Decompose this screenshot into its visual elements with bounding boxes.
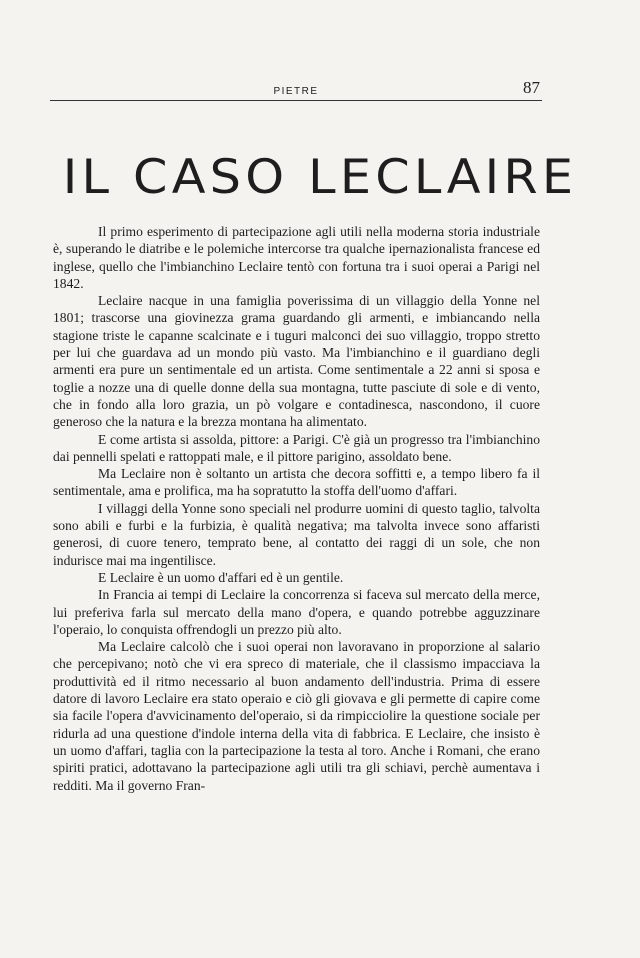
paragraph: In Francia ai tempi di Leclaire la concorrenza si faceva sul mercato della merce, lui preferiva farla sul mercato della mano d'opera, e quando potrebbe agguzzinare l'operaio, lo conquista offrendogli un prezzo più alto. [53,587,540,637]
running-title: PIETRE [273,86,319,97]
paragraph: E Leclaire è un uomo d'affari ed è un gentile. [98,569,344,585]
paragraph: Ma Leclaire calcolò che i suoi operai non lavoravano in proporzione al salario che percepivano; notò che vi era spreco di materiale, che il classismo impacciava la produttività ed il ritmo necessario al buon andamento dell'industria. Prima di essere datore di lavoro Leclaire era stato operaio e ciò gli giovava e gli permette di capire come sia facile l'opera d'avvicinamento del'operaio, si da rimpicciolire la questione sociale per ridurla ad una questione d'indole interna della vita di fabbrica. E Leclaire, che insisto è un uomo d'affari, taglia con la partecipazione la testa al toro. Anche i Romani, che erano spiriti pratici, adottavano la partecipazione agli utili tra gli schiavi, perchè aumentava i redditi. Ma il governo Fran- [53,639,540,793]
page-number: 87 [523,78,540,97]
paragraph: I villaggi della Yonne sono speciali nel produrre uomini di questo taglio, talvolta sono abili e furbi e la furbizia, è qualità negativa; ma talvolta invece sono affaristi generosi, di cuore tenero, temprato bene, al contatto dei raggi di un sole, che non indurisce mai ma ingentilisce. [53,500,540,568]
paragraph: Leclaire nacque in una famiglia poverissima di un villaggio della Yonne nel 1801; trascorse una giovinezza grama guardando gli armenti, e imbiancando nella stagione triste le capanne scalcinate e i tuguri malconci dei suo villaggio, troppo stretto per lui che guardava ad un mondo più vasto. Ma l'imbianchino e il guardiano degli armenti era pure un sentimentale ed un artista. Come sentimentale a 22 anni si sposa e toglie a nozze una di quelle donne della sua montagna, tutte pasciute di sole e di vento, che in fondo alla loro grazia, un pò volgare e contadinesca, nascondono, il cuore generoso che la natura e la brezza montana ha alimentato. [53,293,540,430]
paragraph: E come artista si assolda, pittore: a Parigi. C'è già un progresso tra l'imbianchino dai pennelli spelati e rattoppati male, e il pittore parigino, assoldato bene. [53,431,540,464]
page-header [50,78,542,101]
paragraph: Il primo esperimento di partecipazione agli utili nella moderna storia industriale è, superando le diatribe e le polemiche intercorse tra qualche ipernazionalista francese ed inglese, quello che l'imbianchino Leclaire tentò con fortuna tra i suoi operai a Parigi nel 1842. [53,224,540,291]
paragraph: Ma Leclaire non è soltanto un artista che decora soffitti e, a tempo libero fa il sentimentale, ama e prolifica, ma ha sopratutto la stoffa dell'uomo d'affari. [53,466,540,499]
article-body [53,223,540,794]
article-title: IL CASO LECLAIRE [62,150,578,205]
